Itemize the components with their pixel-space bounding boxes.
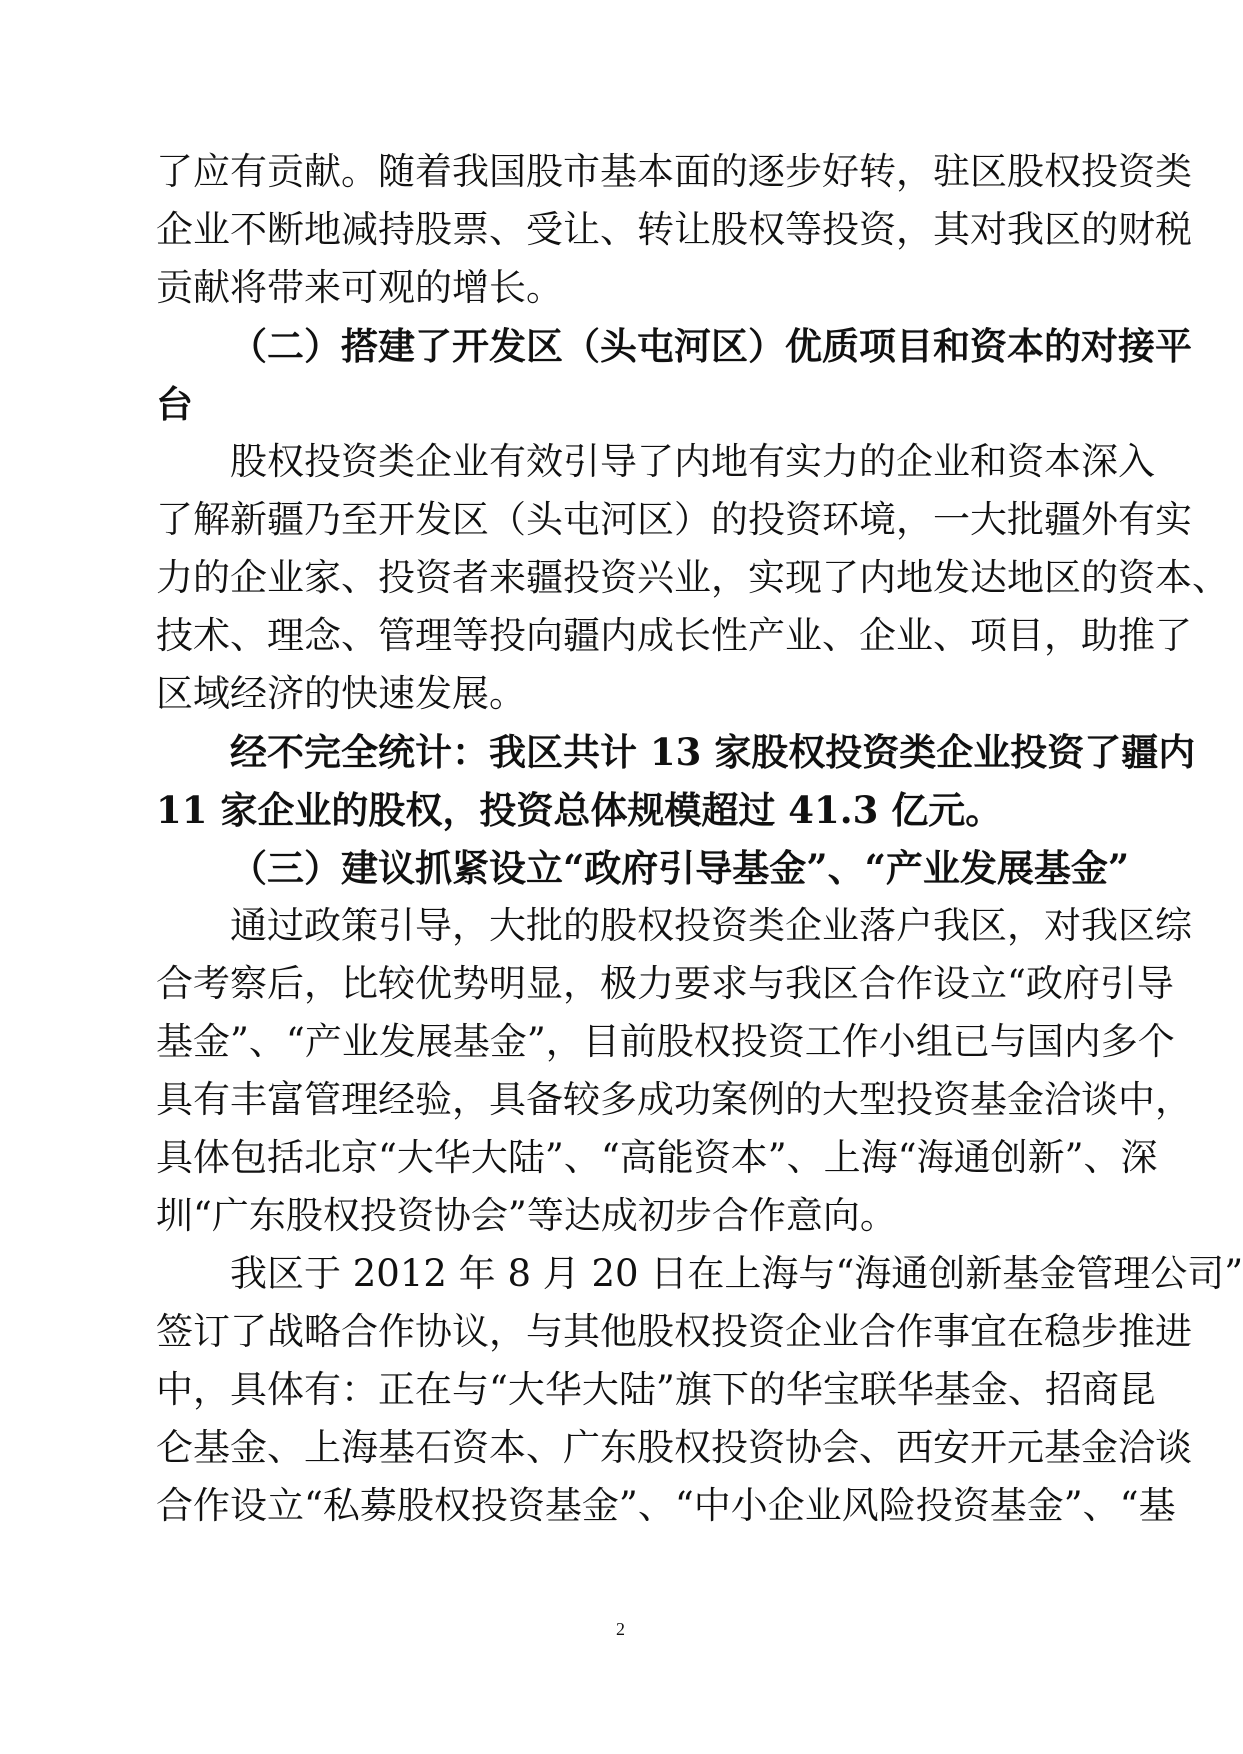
paragraph-cooperation-agreement (156, 1245, 1243, 1535)
document-body (156, 143, 1243, 1535)
text-line: 股权投资类企业有效引导了内地有实力的企业和资本深入 (230, 440, 1155, 483)
heading-line: （二）搭建了开发区（头屯河区）优质项目和资本的对接平 (230, 324, 1192, 368)
heading-line: 台 (156, 382, 193, 426)
text-line: 圳“广东股权投资协会”等达成初步合作意向。 (156, 1194, 897, 1237)
text-line: 签订了战略合作协议，与其他股权投资企业合作事宜在稳步推进 (156, 1310, 1192, 1353)
text-line: 基金”、“产业发展基金”，目前股权投资工作小组已与国内多个 (156, 1020, 1175, 1063)
page-number: 2 (616, 1619, 625, 1639)
text-line: 仑基金、上海基石资本、广东股权投资协会、西安开元基金洽谈 (156, 1426, 1192, 1469)
text-line: 我区于 2012 年 8 月 20 日在上海与“海通创新基金管理公司” (230, 1252, 1243, 1295)
text-line: 贡献将带来可观的增长。 (156, 266, 563, 309)
text-line: 力的企业家、投资者来疆投资兴业，实现了内地发达地区的资本、 (156, 556, 1229, 599)
heading-line: （三）建议抓紧设立“政府引导基金”、“产业发展基金” (230, 846, 1130, 890)
text-line: 技术、理念、管理等投向疆内成长性产业、企业、项目，助推了 (156, 614, 1192, 657)
paragraph-policy-guidance (156, 897, 1192, 1245)
text-line: 11 家企业的股权，投资总体规模超过 41.3 亿元。 (156, 788, 1003, 832)
text-line: 合作设立“私募股权投资基金”、“中小企业风险投资基金”、“基 (156, 1484, 1176, 1527)
text-line: 中，具体有：正在与“大华大陆”旗下的华宝联华基金、招商昆 (156, 1368, 1156, 1411)
text-line: 企业不断地减持股票、受让、转让股权等投资，其对我区的财税 (156, 208, 1192, 251)
section-heading-3 (156, 839, 1130, 897)
section-heading-2 (156, 317, 1192, 433)
text-line: 合考察后，比较优势明显，极力要求与我区合作设立“政府引导 (156, 962, 1174, 1005)
text-line: 经不完全统计：我区共计 13 家股权投资类企业投资了疆内 (230, 730, 1196, 774)
text-line: 了解新疆乃至开发区（头屯河区）的投资环境，一大批疆外有实 (156, 498, 1192, 541)
paragraph-statistics (156, 723, 1196, 839)
paragraph-investment-guidance (156, 433, 1229, 723)
text-line: 了应有贡献。随着我国股市基本面的逐步好转，驻区股权投资类 (156, 150, 1192, 193)
text-line: 区域经济的快速发展。 (156, 672, 526, 715)
text-line: 具有丰富管理经验，具备较多成功案例的大型投资基金洽谈中， (156, 1078, 1192, 1121)
text-line: 具体包括北京“大华大陆”、“高能资本”、上海“海通创新”、深 (156, 1136, 1158, 1179)
paragraph-contribution-continued (156, 143, 1192, 317)
text-line: 通过政策引导，大批的股权投资类企业落户我区，对我区综 (230, 904, 1192, 947)
